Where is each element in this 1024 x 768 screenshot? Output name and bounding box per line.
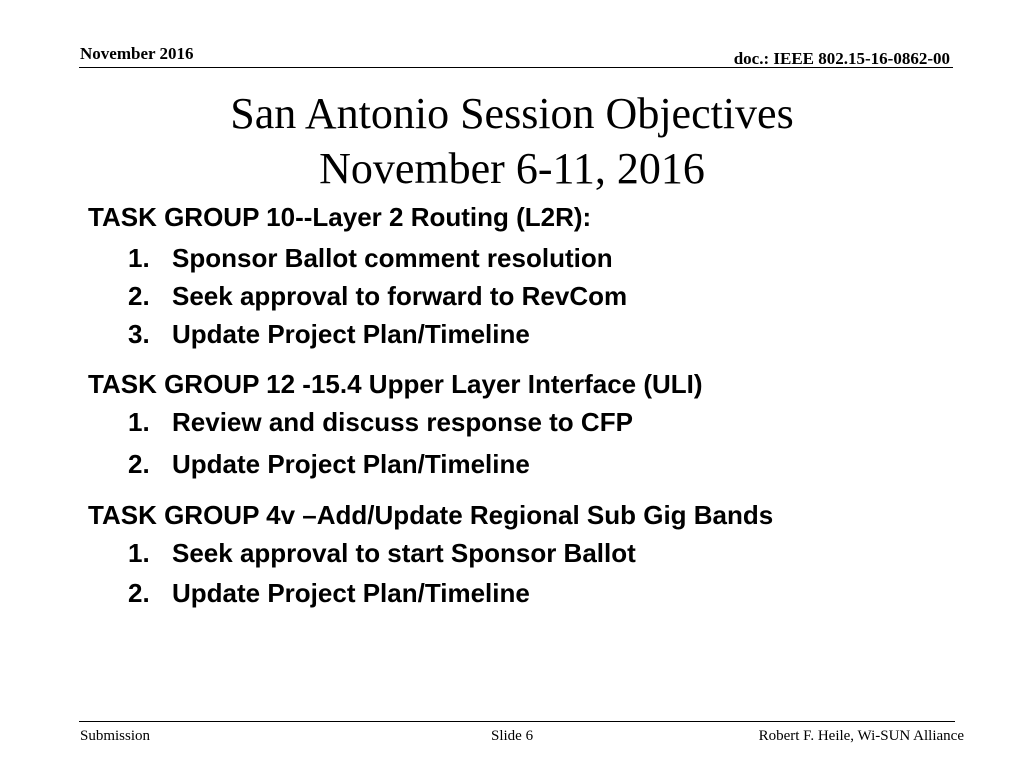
list-item-text: Sponsor Ballot comment resolution xyxy=(172,243,613,273)
list-item-text: Update Project Plan/Timeline xyxy=(172,319,530,349)
list-item xyxy=(128,449,530,480)
header-doc-id: doc.: IEEE 802.15-16-0862-00 xyxy=(733,49,950,68)
slide-title-line2: November 6-11, 2016 xyxy=(319,144,705,193)
list-item-text: Review and discuss response to CFP xyxy=(172,407,633,437)
footer-divider xyxy=(79,721,955,722)
list-item-number: 3. xyxy=(128,319,150,349)
list-item-number: 1. xyxy=(128,243,150,273)
task-group-4v-title: TASK GROUP 4v –Add/Update Regional Sub Gig Bands xyxy=(88,500,774,530)
list-item xyxy=(128,578,530,609)
list-item-number: 1. xyxy=(128,407,150,437)
header-divider xyxy=(79,67,953,68)
list-item xyxy=(128,538,636,569)
list-item xyxy=(128,319,530,350)
list-item xyxy=(128,407,633,438)
list-item xyxy=(128,243,613,274)
footer-submission: Submission xyxy=(80,728,151,744)
header-date: November 2016 xyxy=(80,44,194,63)
list-item-number: 2. xyxy=(128,281,150,311)
task-group-10-title: TASK GROUP 10--Layer 2 Routing (L2R): xyxy=(88,202,592,232)
list-item-number: 2. xyxy=(128,578,150,608)
slide-title-line1: San Antonio Session Objectives xyxy=(230,89,794,138)
slide-title xyxy=(0,86,1024,196)
list-item-text: Update Project Plan/Timeline xyxy=(172,578,530,608)
footer-author: Robert F. Heile, Wi-SUN Alliance xyxy=(758,728,964,744)
list-item-text: Seek approval to forward to RevCom xyxy=(172,281,628,311)
list-item-number: 2. xyxy=(128,449,150,479)
list-item-text: Update Project Plan/Timeline xyxy=(172,449,530,479)
task-group-12-title: TASK GROUP 12 -15.4 Upper Layer Interface (ULI) xyxy=(88,369,703,399)
list-item-number: 1. xyxy=(128,538,150,568)
footer-slide-number: Slide 6 xyxy=(491,728,534,744)
list-item xyxy=(128,281,627,312)
list-item-text: Seek approval to start Sponsor Ballot xyxy=(172,538,636,568)
